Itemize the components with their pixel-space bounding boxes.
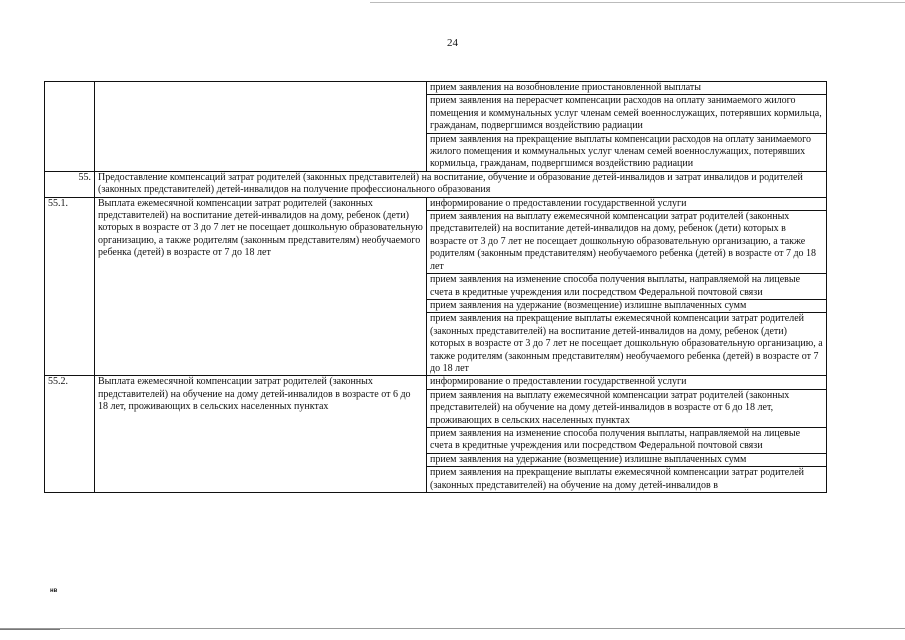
- procedure-cell: прием заявления на выплату ежемесячной компенсации затрат родителей (законных представителей) на воспитание детей-инвалидов на дому, ребенок (дети) которых в возрасте от 3 до 7 лет не посещает дошкольную образовательную организацию, а также родителям (законным представителям) необучаемого ребенка (детей) в возрасте от 7 до 18 лет: [427, 211, 827, 274]
- services-table: [44, 81, 827, 493]
- row-number-cell: 55.2.: [45, 376, 95, 493]
- row-number-cell: [45, 82, 95, 172]
- table-row: [45, 197, 827, 210]
- scan-top-line: [370, 2, 905, 3]
- row-description-cell: Выплата ежемесячной компенсации затрат родителей (законных представителей) на воспитание детей-инвалидов на дому, ребенок (дети) которых в возрасте от 3 до 7 лет не посещает дошкольную образовательную организацию, а также родителям (законным представителям) необучаемого ребенка (детей) в возрасте от 7 до 18 лет: [95, 197, 427, 376]
- table-row: [45, 82, 827, 95]
- procedure-cell: информирование о предоставлении государственной услуги: [427, 376, 827, 389]
- procedure-cell: прием заявления на удержание (возмещение) излишне выплаченных сумм: [427, 299, 827, 312]
- procedure-cell: прием заявления на прекращение выплаты ежемесячной компенсации затрат родителей (законных представителей) на обучение на дому детей-инвалидов в: [427, 467, 827, 493]
- scan-bottom-edge: [0, 628, 905, 629]
- table-row: [45, 376, 827, 389]
- procedure-cell: прием заявления на удержание (возмещение) излишне выплаченных сумм: [427, 453, 827, 466]
- table-row: [45, 171, 827, 197]
- procedure-cell: прием заявления на выплату ежемесячной компенсации затрат родителей (законных представителей) на обучение на дому детей-инвалидов в возрасте от 6 до 18 лет, проживающих в сельских населенных пунктах: [427, 389, 827, 427]
- footer-mark: нв: [50, 588, 58, 594]
- row-description-cell: [95, 82, 427, 172]
- procedure-cell: прием заявления на изменение способа получения выплаты, направляемой на лицевые счета в кредитные учреждения или посредством Федеральной почтовой связи: [427, 427, 827, 453]
- section-heading-cell: Предоставление компенсаций затрат родителей (законных представителей) на воспитание, обучение и образование детей-инвалидов и затрат инвалидов и родителей (законных представителей) детей-инвалидов на получение профессионального образования: [95, 171, 827, 197]
- procedure-cell: прием заявления на перерасчет компенсации расходов на оплату занимаемого жилого помещения и коммунальных услуг членам семей военнослужащих, потерявших кормильца, гражданам, подвергшимся воздействию радиации: [427, 95, 827, 133]
- procedure-cell: прием заявления на прекращение выплаты компенсации расходов на оплату занимаемого жилого помещения и коммунальных услуг членам семей военнослужащих, потерявших кормильца, гражданам, подвергшимся воздействию радиации: [427, 133, 827, 171]
- row-number-cell: 55.1.: [45, 197, 95, 376]
- procedure-cell: прием заявления на возобновление приостановленной выплаты: [427, 82, 827, 95]
- procedure-cell: прием заявления на прекращение выплаты ежемесячной компенсации затрат родителей (законных представителей) на воспитание детей-инвалидов на дому, ребенок (дети) которых в возрасте от 3 до 7 лет не посещает дошкольную образовательную организацию, а также родителям (законным представителям) необучаемого ребенка (детей) в возрасте от 7 до 18 лет: [427, 313, 827, 376]
- procedure-cell: прием заявления на изменение способа получения выплаты, направляемой на лицевые счета в кредитные учреждения или посредством Федеральной почтовой связи: [427, 274, 827, 300]
- procedure-cell: информирование о предоставлении государственной услуги: [427, 197, 827, 210]
- page-number: 24: [447, 37, 458, 49]
- scan-bottom-edge-dark: [0, 629, 60, 630]
- row-description-cell: Выплата ежемесячной компенсации затрат родителей (законных представителей) на обучение на дому детей-инвалидов в возрасте от 6 до 18 лет, проживающих в сельских населенных пунктах: [95, 376, 427, 493]
- row-number-cell: 55.: [45, 171, 95, 197]
